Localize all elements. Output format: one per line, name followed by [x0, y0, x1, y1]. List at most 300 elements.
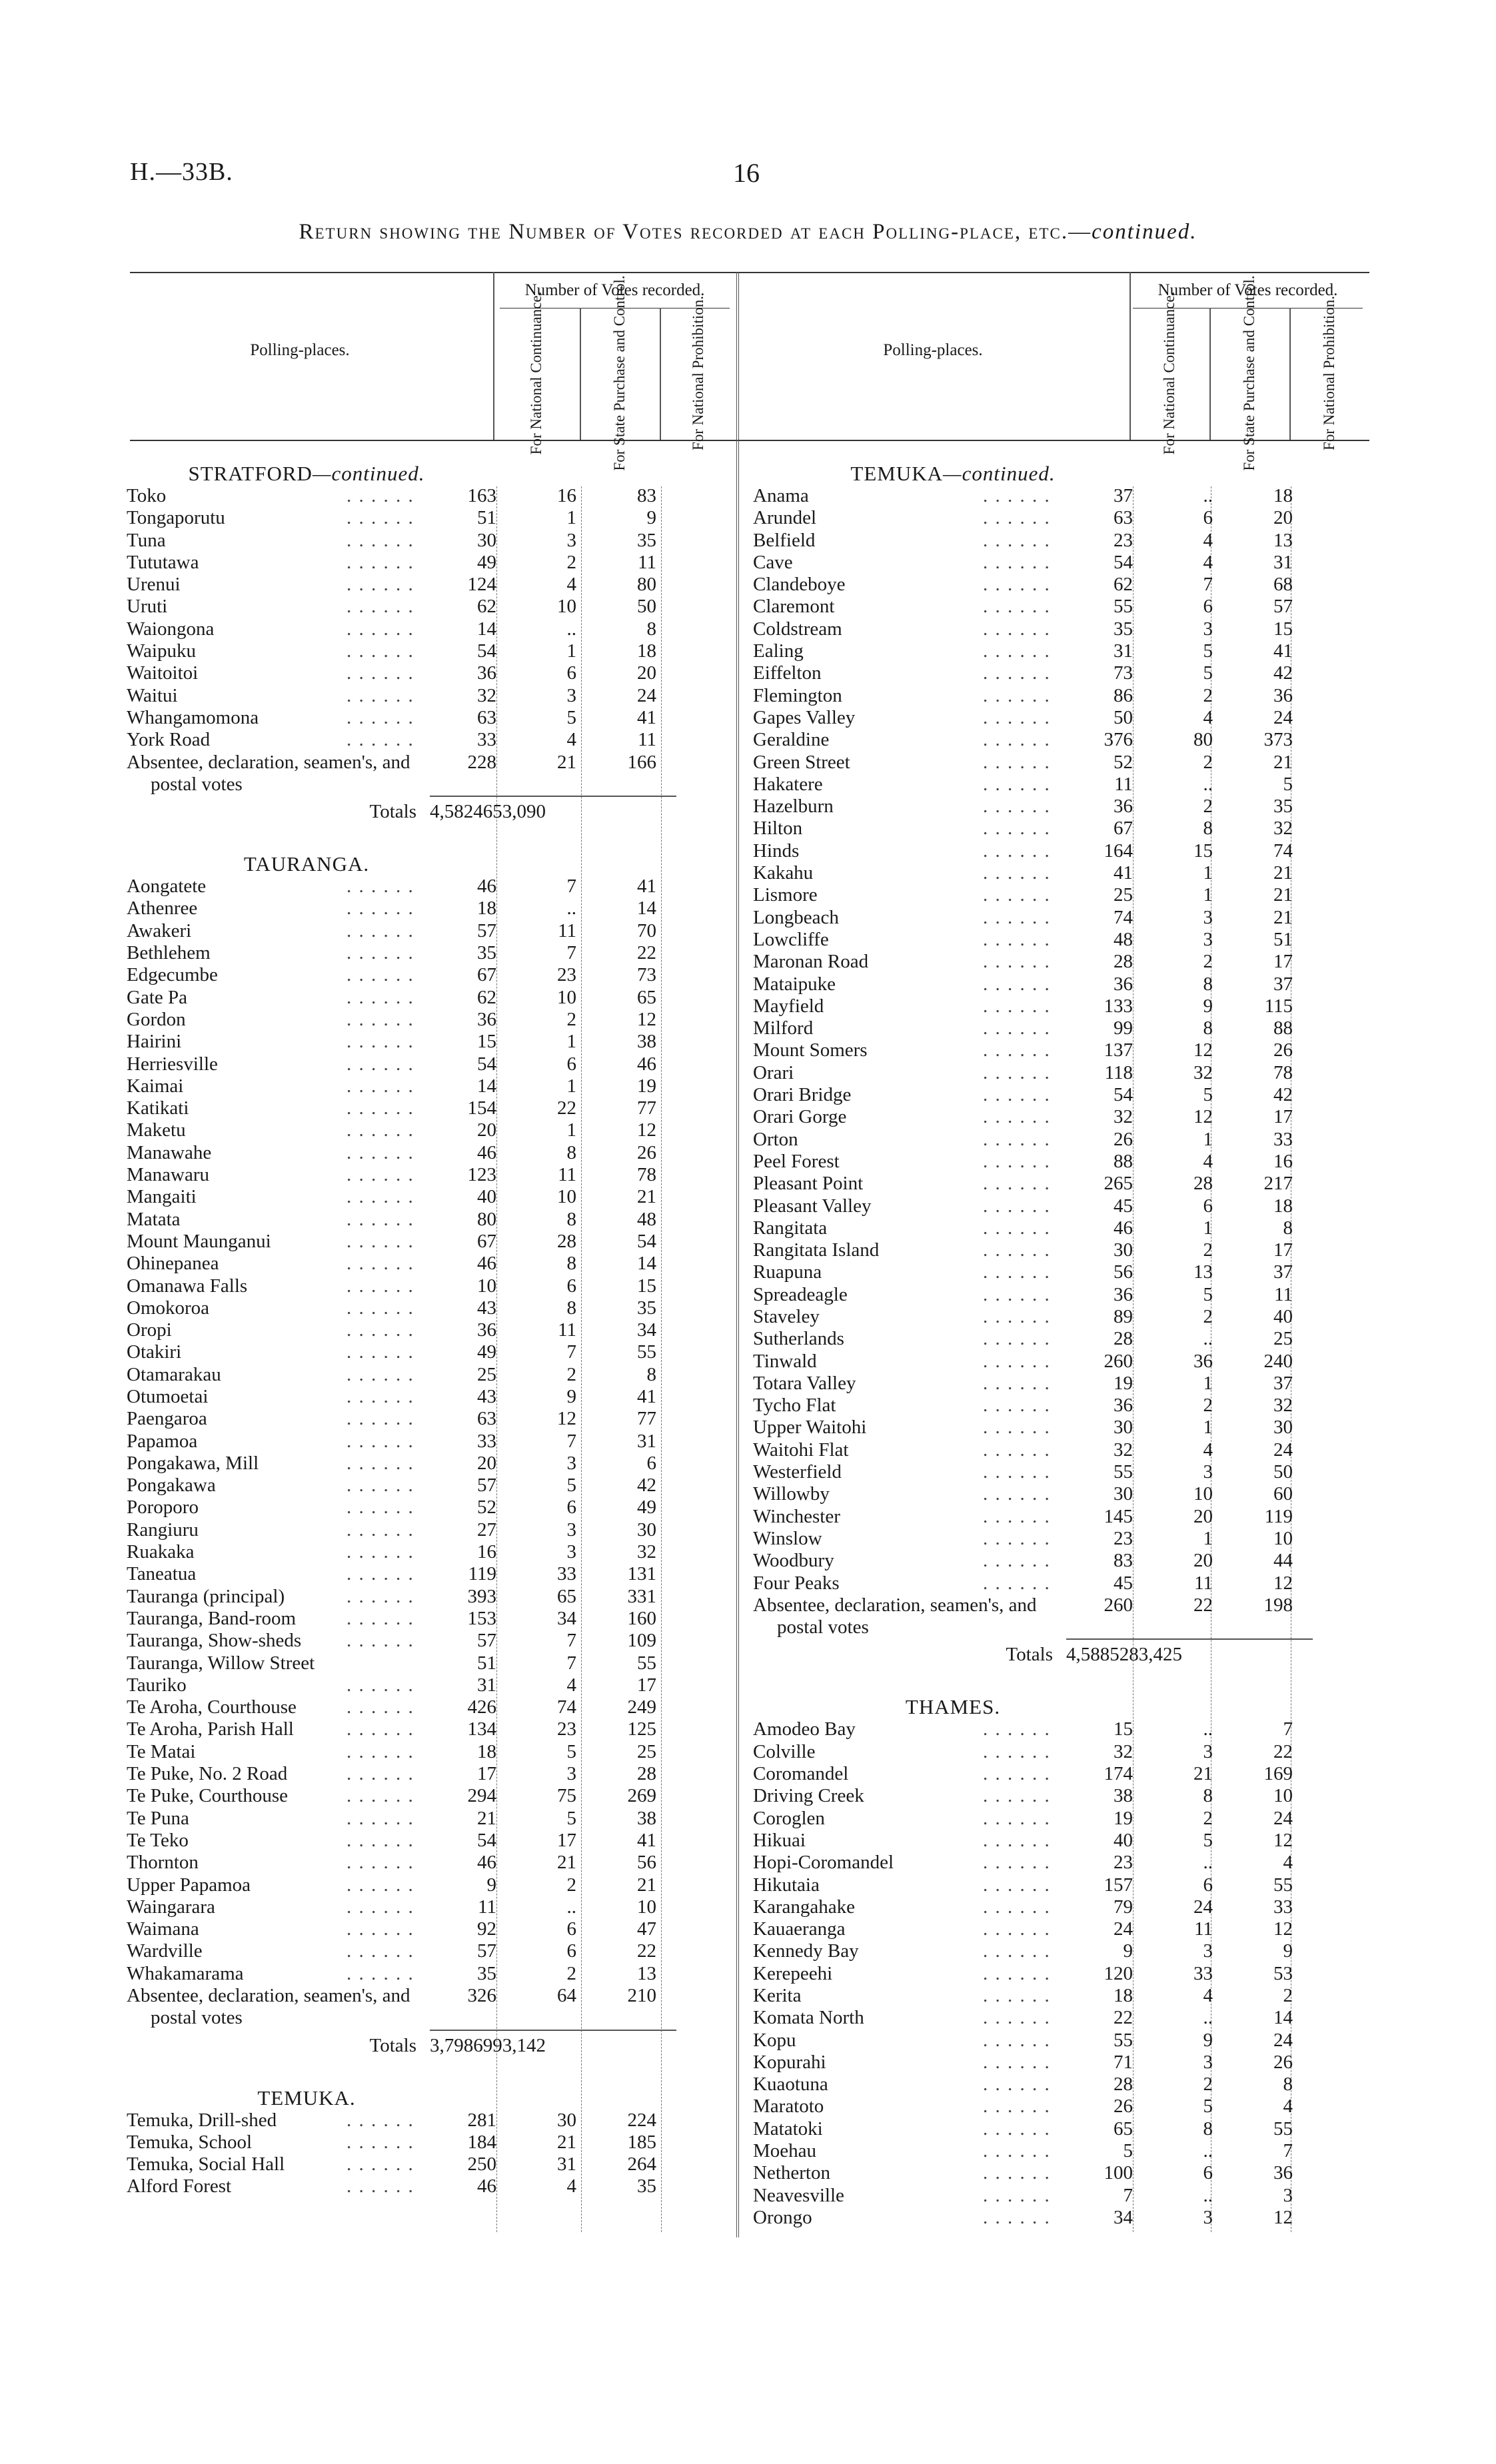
votes-state-purchase: 2	[566, 551, 576, 573]
table-row	[753, 1506, 1359, 1528]
polling-place-name: Flemington	[753, 684, 842, 706]
votes-state-purchase: 23	[557, 964, 576, 986]
votes-state-purchase: 2	[566, 1962, 576, 1984]
votes-prohibition: 50	[1273, 1461, 1293, 1483]
votes-continuance: 63	[1114, 507, 1133, 529]
table-row	[753, 840, 1359, 862]
table-row	[127, 1075, 733, 1097]
leader-dots: . . . . . .	[983, 2074, 1051, 2096]
table-row	[753, 1763, 1359, 1785]
votes-prohibition: 21	[637, 1874, 656, 1896]
section-name: TEMUKA	[850, 462, 944, 485]
votes-prohibition: 30	[637, 1519, 656, 1540]
votes-continuance: 88	[1114, 1150, 1133, 1172]
table-row	[127, 1275, 733, 1297]
polling-place-name: Te Matai	[127, 1740, 196, 1762]
votes-state-purchase: 17	[557, 1829, 576, 1851]
table-row	[753, 1985, 1359, 2007]
votes-prohibition: 169	[1263, 1763, 1293, 1785]
votes-state-purchase: 15	[1193, 840, 1213, 862]
table-row	[127, 1940, 733, 1962]
table-row	[127, 1874, 733, 1896]
polling-place-name: Westerfield	[753, 1461, 842, 1483]
votes-continuance: 137	[1104, 1039, 1133, 1061]
votes-continuance: 31	[1114, 640, 1133, 662]
votes-continuance: 65	[1114, 2118, 1133, 2140]
leader-dots: . . . . . .	[983, 2140, 1051, 2162]
polling-place-name: Manawahe	[127, 1141, 212, 1163]
votes-continuance: 40	[1114, 1829, 1133, 1851]
votes-prohibition: 35	[637, 2175, 656, 2197]
votes-state-purchase: 4	[1203, 529, 1213, 551]
col-head-state-right	[1209, 275, 1289, 471]
polling-place-name: Tauriko	[127, 1674, 187, 1696]
votes-prohibition: 9	[1283, 1940, 1293, 1962]
votes-state-purchase: ..	[1203, 773, 1213, 795]
votes-continuance: 25	[477, 1363, 496, 1385]
votes-continuance: 32	[1114, 1106, 1133, 1128]
table-row	[753, 1173, 1359, 1195]
votes-continuance: 26	[1114, 1128, 1133, 1150]
votes-state-purchase: 3	[1203, 618, 1213, 640]
polling-place-name: Mangaiti	[127, 1186, 197, 1208]
votes-prohibition: 15	[1273, 618, 1293, 640]
leader-dots: . . . . . .	[347, 507, 414, 529]
table-row	[753, 1261, 1359, 1283]
votes-prohibition: 217	[1263, 1173, 1293, 1195]
votes-prohibition: 185	[627, 2131, 656, 2153]
votes-state-purchase: 7	[566, 1630, 576, 1652]
votes-state-purchase: 5	[1203, 662, 1213, 684]
leader-dots: . . . . . .	[983, 1350, 1051, 1372]
leader-dots: . . . . . .	[983, 1395, 1051, 1417]
votes-continuance: 393	[467, 1585, 496, 1607]
table-row	[753, 1741, 1359, 1763]
leader-dots: . . . . . .	[347, 1740, 414, 1762]
polling-place-name: Upper Waitohi	[753, 1417, 867, 1439]
votes-prohibition: 119	[1264, 1505, 1293, 1527]
total-state-purchase: 528	[1110, 1644, 1139, 1666]
votes-state-purchase: 11	[558, 1164, 576, 1186]
leader-dots: . . . . . .	[983, 529, 1051, 551]
votes-continuance: 71	[1114, 2051, 1133, 2073]
votes-state-purchase: 6	[566, 1275, 576, 1297]
col-head-text: For State Purchase and Control.	[611, 275, 628, 471]
table-row	[127, 1608, 733, 1630]
votes-prohibition: 210	[627, 1985, 656, 2006]
votes-prohibition: 21	[1273, 862, 1293, 884]
votes-prohibition: 17	[1273, 1239, 1293, 1261]
votes-state-purchase: 6	[566, 1940, 576, 1962]
leader-dots: . . . . . .	[983, 485, 1051, 506]
leader-dots: . . . . . .	[347, 1297, 414, 1319]
polling-place-name: Gapes Valley	[753, 706, 856, 728]
total-prohibition: 3,142	[502, 2034, 546, 2056]
polling-place-name: Kauaeranga	[753, 1918, 846, 1940]
table-row	[753, 2052, 1359, 2074]
votes-continuance: 32	[1114, 1740, 1133, 1762]
votes-continuance: 26	[1114, 2096, 1133, 2118]
polling-place-name: Tycho Flat	[753, 1395, 836, 1417]
polling-place-name: Belfield	[753, 529, 816, 551]
leader-dots: . . . . . .	[983, 507, 1051, 529]
votes-state-purchase: 3	[1203, 906, 1213, 928]
votes-state-purchase: 7	[1203, 574, 1213, 596]
votes-continuance: 19	[1114, 1372, 1133, 1394]
votes-continuance: 38	[1114, 1785, 1133, 1807]
votes-continuance: 36	[1114, 1283, 1133, 1305]
col-head-text: For State Purchase and Control.	[1241, 275, 1257, 471]
votes-state-purchase: 6	[566, 1053, 576, 1075]
votes-state-purchase: ..	[1203, 2184, 1213, 2206]
votes-prohibition: 30	[1273, 1417, 1293, 1439]
votes-continuance: 164	[1104, 840, 1133, 862]
votes-prohibition: 20	[1273, 507, 1293, 529]
votes-state-purchase: 1	[1203, 1372, 1213, 1394]
votes-prohibition: 34	[637, 1319, 656, 1341]
votes-state-purchase: 3	[566, 684, 576, 706]
polling-place-name: Alford Forest	[127, 2175, 232, 2197]
votes-prohibition: 240	[1263, 1350, 1293, 1372]
votes-prohibition: 198	[1263, 1594, 1293, 1616]
polling-place-name: Hazelburn	[753, 796, 834, 818]
leader-dots: . . . . . .	[983, 1173, 1051, 1195]
polling-place-name: Netherton	[753, 2162, 830, 2184]
votes-prohibition: 25	[1273, 1328, 1293, 1350]
table-row	[753, 1017, 1359, 1039]
votes-continuance: 5	[1123, 2140, 1133, 2162]
polling-place-name: Herriesville	[127, 1053, 218, 1075]
votes-prohibition: 12	[1273, 1918, 1293, 1940]
polling-place-name: Milford	[753, 1017, 814, 1039]
votes-state-purchase: 31	[557, 2154, 576, 2175]
leader-dots: . . . . . .	[983, 1852, 1051, 1874]
votes-prohibition: 77	[637, 1408, 656, 1430]
polling-place-name: Tauranga, Band-room	[127, 1607, 297, 1629]
votes-state-purchase: 16	[557, 485, 576, 506]
table-row	[127, 987, 733, 1009]
polling-place-name: Kaimai	[127, 1075, 184, 1097]
votes-state-purchase: 74	[557, 1696, 576, 1718]
section-heading	[753, 462, 1153, 485]
table-row	[127, 1718, 733, 1740]
votes-state-purchase: 10	[557, 596, 576, 618]
leader-dots: . . . . . .	[983, 1874, 1051, 1896]
polling-place-name: Komata North	[753, 2007, 864, 2029]
votes-state-purchase: 3	[566, 529, 576, 551]
votes-prohibition: 68	[1273, 574, 1293, 596]
table-row	[753, 2185, 1359, 2207]
votes-prohibition: 65	[637, 986, 656, 1008]
polling-place-name: Claremont	[753, 596, 835, 618]
table-row	[127, 618, 733, 640]
votes-prohibition: 46	[637, 1053, 656, 1075]
votes-continuance: 54	[477, 640, 496, 662]
polling-place-name: Kopurahi	[753, 2051, 826, 2073]
table-row	[127, 1830, 733, 1852]
leader-dots: . . . . . .	[983, 2007, 1051, 2029]
table-row	[127, 707, 733, 729]
total-prohibition: 3,425	[1138, 1644, 1182, 1666]
table-row	[127, 1696, 733, 1718]
votes-state-purchase: 80	[1193, 729, 1213, 751]
table-row	[753, 552, 1359, 574]
polling-place-name: Orton	[753, 1128, 798, 1150]
votes-prohibition: 83	[637, 485, 656, 506]
polling-place-name: Colville	[753, 1740, 816, 1762]
votes-state-purchase: 3	[566, 1519, 576, 1540]
votes-prohibition: 4	[1283, 1852, 1293, 1874]
leader-dots: . . . . . .	[347, 1119, 414, 1141]
votes-continuance: 281	[467, 2109, 496, 2131]
polling-place-name: Kennedy Bay	[753, 1940, 859, 1962]
votes-continuance: 57	[477, 1475, 496, 1497]
votes-continuance: 36	[477, 662, 496, 684]
votes-state-purchase: ..	[1203, 2007, 1213, 2029]
table-row	[753, 1918, 1359, 1940]
polling-place-name: Absentee, declaration, seamen's, and	[127, 1985, 410, 2006]
table-row	[753, 1039, 1359, 1061]
table-row	[127, 1563, 733, 1585]
polling-place-name: Katikati	[127, 1097, 189, 1119]
polling-place-name: Waipuku	[127, 640, 196, 662]
polling-place-name: Te Puna	[127, 1807, 189, 1829]
votes-state-purchase: 7	[566, 942, 576, 964]
polling-place-name: Te Aroha, Parish Hall	[127, 1718, 294, 1740]
polling-place-name: Oropi	[127, 1319, 172, 1341]
votes-prohibition: 24	[1273, 2029, 1293, 2051]
votes-state-purchase: 12	[1193, 1106, 1213, 1128]
votes-continuance: 9	[486, 1874, 496, 1896]
polling-place-name: Taneatua	[127, 1563, 197, 1585]
votes-prohibition: 18	[1273, 485, 1293, 506]
votes-prohibition: 25	[637, 1740, 656, 1762]
votes-state-purchase: 8	[1203, 1785, 1213, 1807]
polling-place-name: Winslow	[753, 1527, 822, 1549]
table-row	[127, 1364, 733, 1386]
votes-state-purchase: 2	[566, 1363, 576, 1385]
leader-dots: . . . . . .	[983, 640, 1051, 662]
votes-prohibition: 44	[1273, 1550, 1293, 1572]
section-gap	[753, 1669, 1359, 1696]
leader-dots: . . . . . .	[983, 2096, 1051, 2118]
polling-place-name: Tauranga, Willow Street	[127, 1652, 315, 1674]
votes-prohibition: 73	[637, 964, 656, 986]
leader-dots: . . . . . .	[347, 574, 414, 596]
leader-dots: . . . . . .	[983, 1084, 1051, 1106]
polling-place-name: Te Teko	[127, 1829, 189, 1851]
votes-state-purchase: ..	[1203, 485, 1213, 506]
polling-place-name: Driving Creek	[753, 1785, 864, 1807]
table-row	[753, 1239, 1359, 1261]
leader-dots: . . . . . .	[983, 1740, 1051, 1762]
table-row	[753, 1785, 1359, 1807]
votes-continuance: 157	[1104, 1874, 1133, 1896]
votes-state-purchase: 3	[1203, 2206, 1213, 2228]
polling-place-name: Hairini	[127, 1031, 182, 1053]
section-gap	[127, 2060, 733, 2087]
votes-continuance: 14	[477, 618, 496, 640]
votes-prohibition: 5	[1283, 773, 1293, 795]
leader-dots: . . . . . .	[983, 729, 1051, 751]
leader-dots: . . . . . .	[983, 706, 1051, 728]
votes-state-purchase: 7	[566, 1430, 576, 1452]
section-name: THAMES.	[905, 1695, 1001, 1719]
votes-prohibition: 19	[637, 1075, 656, 1097]
leader-dots: . . . . . .	[347, 1475, 414, 1497]
votes-state-purchase: 6	[1203, 507, 1213, 529]
votes-prohibition: 18	[637, 640, 656, 662]
votes-continuance: 41	[1114, 862, 1133, 884]
table-row	[753, 929, 1359, 951]
votes-prohibition: 4	[1283, 2096, 1293, 2118]
votes-state-purchase: 5	[566, 1807, 576, 1829]
table-row	[127, 1475, 733, 1497]
votes-state-purchase: 8	[1203, 818, 1213, 840]
totals-row	[369, 2030, 676, 2060]
polling-place-name: Neavesville	[753, 2184, 844, 2206]
votes-prohibition: 41	[637, 1829, 656, 1851]
polling-place-name: Otumoetai	[127, 1385, 209, 1407]
votes-state-purchase: 1	[566, 1075, 576, 1097]
polling-place-name: Absentee, declaration, seamen's, and	[753, 1594, 1037, 1616]
votes-continuance: 28	[1114, 951, 1133, 973]
col-head-continuance-left	[493, 291, 580, 455]
polling-place-name: Matata	[127, 1208, 181, 1230]
leader-dots: . . . . . .	[347, 920, 414, 941]
votes-prohibition: 249	[627, 1696, 656, 1718]
votes-continuance: 54	[477, 1053, 496, 1075]
table-row	[753, 2207, 1359, 2229]
polling-place-name: York Road	[127, 729, 211, 751]
polling-place-name: Waimana	[127, 1918, 199, 1940]
table-row	[127, 1431, 733, 1453]
polling-place-name: Hinds	[753, 840, 800, 862]
votes-continuance: 30	[477, 529, 496, 551]
leader-dots: . . . . . .	[983, 1940, 1051, 1962]
leader-dots: . . . . . .	[983, 1039, 1051, 1061]
votes-state-purchase: 23	[557, 1718, 576, 1740]
votes-state-purchase: 4	[1203, 706, 1213, 728]
table-row	[127, 507, 733, 529]
votes-continuance: 123	[467, 1164, 496, 1186]
votes-continuance: 50	[1114, 706, 1133, 728]
votes-state-purchase: 8	[566, 1297, 576, 1319]
votes-prohibition: 6	[646, 1452, 656, 1474]
table-row	[753, 1572, 1359, 1594]
polling-place-name: Coroglen	[753, 1807, 825, 1829]
leader-dots: . . . . . .	[347, 1097, 414, 1119]
votes-prohibition: 26	[637, 1141, 656, 1163]
polling-place-name: Lismore	[753, 884, 818, 906]
votes-continuance: 36	[1114, 973, 1133, 995]
polling-place-name: Pleasant Valley	[753, 1195, 872, 1217]
leader-dots: . . . . . .	[347, 529, 414, 551]
votes-continuance: 46	[1114, 1217, 1133, 1239]
table-row	[753, 774, 1359, 796]
polling-place-name: Athenree	[127, 898, 198, 920]
votes-continuance: 83	[1114, 1550, 1133, 1572]
polling-place-name: Maratoto	[753, 2096, 824, 2118]
table-row	[753, 640, 1359, 662]
votes-state-purchase: ..	[566, 898, 576, 920]
table-row	[753, 796, 1359, 818]
totals-label: Totals	[369, 801, 416, 823]
votes-prohibition: 37	[1273, 1261, 1293, 1283]
polling-place-name: Temuka, School	[127, 2131, 253, 2153]
leader-dots: . . . . . .	[347, 1829, 414, 1851]
votes-prohibition: 40	[1273, 1305, 1293, 1327]
votes-continuance: 86	[1114, 684, 1133, 706]
votes-prohibition: 55	[637, 1341, 656, 1363]
votes-continuance: 35	[477, 942, 496, 964]
votes-state-purchase: 3	[1203, 2051, 1213, 2073]
votes-state-purchase: 20	[1193, 1505, 1213, 1527]
leader-dots: . . . . . .	[347, 1008, 414, 1030]
polling-place-name: Coromandel	[753, 1763, 849, 1785]
votes-prohibition: 77	[637, 1097, 656, 1119]
votes-continuance: 19	[1114, 1807, 1133, 1829]
votes-continuance: 46	[477, 2175, 496, 2197]
polling-place-name: Green Street	[753, 751, 850, 773]
col-head-text: For National Prohibition.	[689, 296, 706, 450]
table-row	[753, 507, 1359, 529]
leader-dots: . . . . . .	[983, 796, 1051, 818]
votes-prohibition: 32	[1273, 1395, 1293, 1417]
title-main: Return showing the Number of Votes recorded at each Polling-place, etc.—	[299, 220, 1092, 244]
leader-dots: . . . . . .	[347, 1430, 414, 1452]
votes-continuance: 100	[1104, 2162, 1133, 2184]
votes-prohibition: 21	[1273, 751, 1293, 773]
votes-continuance: 134	[467, 1718, 496, 1740]
votes-prohibition: 37	[1273, 1372, 1293, 1394]
votes-prohibition: 55	[637, 1652, 656, 1674]
table-row	[753, 1483, 1359, 1505]
votes-state-purchase: 24	[1193, 1896, 1213, 1918]
votes-continuance: 25	[1114, 884, 1133, 906]
votes-continuance: 55	[1114, 596, 1133, 618]
leader-dots: . . . . . .	[983, 1985, 1051, 2006]
table-row	[753, 729, 1359, 751]
table-row	[753, 1830, 1359, 1852]
table-row	[127, 1209, 733, 1231]
total-continuance: 4,588	[1066, 1644, 1110, 1666]
leader-dots: . . . . . .	[347, 1585, 414, 1607]
votes-prohibition: 12	[1273, 2206, 1293, 2228]
votes-state-purchase: 2	[1203, 951, 1213, 973]
leader-dots: . . . . . .	[983, 1461, 1051, 1483]
row-continuation: postal votes	[151, 773, 243, 795]
table-row	[127, 1741, 733, 1763]
votes-state-purchase: 4	[566, 574, 576, 596]
votes-state-purchase: 36	[1193, 1350, 1213, 1372]
votes-state-purchase: 7	[566, 1341, 576, 1363]
col-head-text: For National Continuance.	[1161, 291, 1177, 455]
polling-place-name: Ealing	[753, 640, 804, 662]
leader-dots: . . . . . .	[347, 2154, 414, 2175]
votes-continuance: 20	[477, 1452, 496, 1474]
votes-continuance: 294	[467, 1785, 496, 1807]
votes-prohibition: 36	[1273, 684, 1293, 706]
votes-prohibition: 56	[637, 1852, 656, 1874]
votes-prohibition: 11	[638, 551, 656, 573]
votes-prohibition: 8	[646, 1363, 656, 1385]
table-row	[127, 1186, 733, 1208]
votes-state-purchase: 8	[566, 1208, 576, 1230]
table-row	[753, 907, 1359, 929]
polling-place-name: Peel Forest	[753, 1150, 840, 1172]
polling-place-name: Rangitata	[753, 1217, 828, 1239]
